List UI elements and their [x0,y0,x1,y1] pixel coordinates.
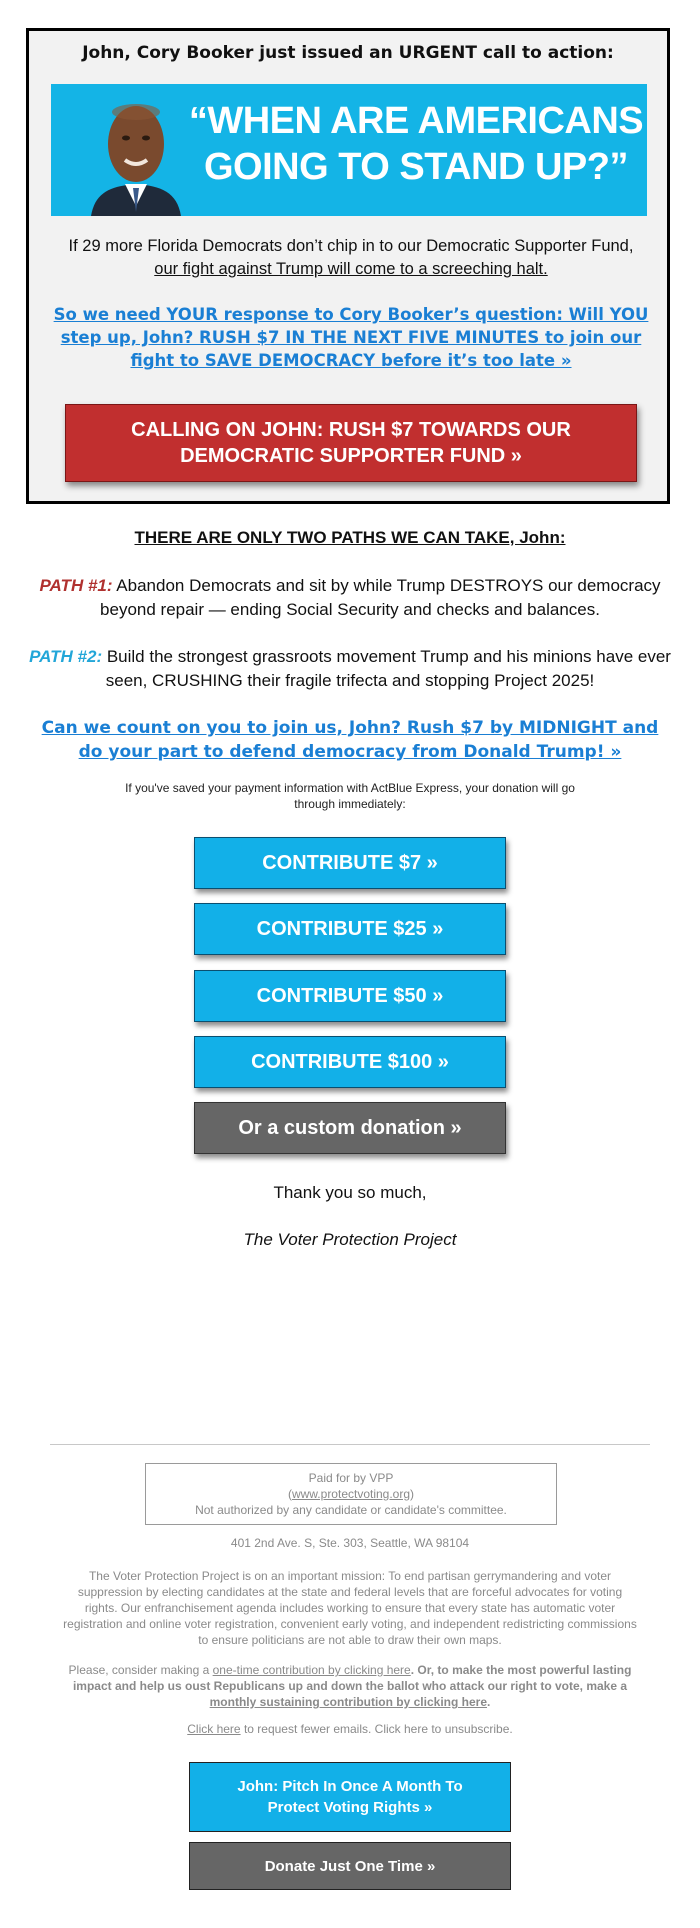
fund-warning-line1: If 29 more Florida Democrats don’t chip in to our Democratic Supporter Fund, [68,237,634,255]
website-link[interactable]: www.protectvoting.org [291,1487,411,1501]
paid-for-text: Paid for by VPP [308,1471,394,1485]
fund-warning-text [37,235,665,281]
monthly-pitch-in-button[interactable]: John: Pitch In Once A Month To Protect Voting Rights » [189,1762,511,1832]
path-1-label: PATH #1: [39,576,113,595]
unsubscribe-line [0,1722,700,1736]
custom-donation-button[interactable]: Or a custom donation » [194,1102,506,1154]
two-paths-heading: THERE ARE ONLY TWO PATHS WE CAN TAKE, John: [134,528,566,547]
paren-open: ( [287,1487,292,1501]
actblue-express-note: If you've saved your payment information with ActBlue Express, your donation will go through immediately: [125,781,575,811]
callout-title: John, Cory Booker just issued an URGENT call to action: [82,43,614,63]
contribute-50-button[interactable]: CONTRIBUTE $50 » [194,970,506,1022]
paren-close: ) [410,1487,415,1501]
path-1-text: Abandon Democrats and sit by while Trump DESTROYS our democracy beyond repair — ending Social Security and checks and balances. [100,576,661,619]
path-2-text: Build the strongest grassroots movement Trump and his minions have ever seen, CRUSHING their fragile trifecta and stopping Project 2025! [102,647,671,690]
consider-end: . [487,1695,491,1709]
thank-you-text: Thank you so much, [273,1183,427,1202]
paid-for-disclaimer-box [145,1463,557,1525]
banner-quote: “WHEN ARE AMERICANS GOING TO STAND UP?” [188,100,644,188]
donate-one-time-button[interactable]: Donate Just One Time » [189,1842,511,1890]
path-2-paragraph [20,645,680,693]
not-authorized-text: Not authorized by any candidate or candidate's committee. [195,1503,507,1517]
cory-booker-photo [81,94,191,216]
monthly-contribution-link[interactable]: monthly sustaining contribution by clicking here [209,1695,487,1709]
cory-booker-banner[interactable] [51,84,647,216]
path-2-label: PATH #2: [29,647,103,666]
midnight-cta-link[interactable]: Can we count on you to join us, John? Rush $7 by MIDNIGHT and do your part to defend democracy from Donald Trump! » [41,718,659,762]
mailing-address: 401 2nd Ave. S, Ste. 303, Seattle, WA 98104 [230,1536,470,1550]
fund-warning-line2: our fight against Trump will come to a screeching halt. [154,260,548,278]
rush-response-link[interactable]: So we need YOUR response to Cory Booker’s question: Will YOU step up, John? RUSH $7 IN THE NEXT FIVE MINUTES to join our fight to SAVE DEMOCRACY before it’s too late » [53,305,649,370]
contribute-7-button[interactable]: CONTRIBUTE $7 » [194,837,506,889]
unsubscribe-text[interactable]: to request fewer emails. Click here to unsubscribe. [240,1722,513,1736]
contribute-25-button[interactable]: CONTRIBUTE $25 » [194,903,506,955]
fewer-emails-link[interactable]: Click here [187,1722,241,1736]
rush-supporter-fund-button[interactable]: CALLING ON JOHN: RUSH $7 TOWARDS OUR DEMOCRATIC SUPPORTER FUND » [65,404,637,482]
contribution-options-text [60,1662,640,1710]
one-time-contribution-link[interactable]: one-time contribution by clicking here [212,1663,411,1677]
consider-mid: . Or, to make the most powerful lasting impact and help us oust Republicans up and down the ballot who attack our right to vote, make a [72,1663,632,1693]
signature: The Voter Protection Project [243,1230,457,1249]
footer-divider [50,1444,650,1445]
urgent-callout-box [26,28,670,504]
contribute-100-button[interactable]: CONTRIBUTE $100 » [194,1036,506,1088]
website-line [146,1486,556,1502]
mission-statement: The Voter Protection Project is on an important mission: To end partisan gerrymandering and voter suppression by electing candidates at the state and federal levels that are forceful advocates for voting rights. Our enfranchisement agenda includes working to ensure that every state has automatic voter registration and online voter registration, convenient early voting, and independent redistricting commissions to ensure politicians are not able to draw their own maps. [63,1569,637,1647]
consider-pre: Please, consider making a [68,1663,213,1677]
path-1-paragraph [30,574,670,622]
